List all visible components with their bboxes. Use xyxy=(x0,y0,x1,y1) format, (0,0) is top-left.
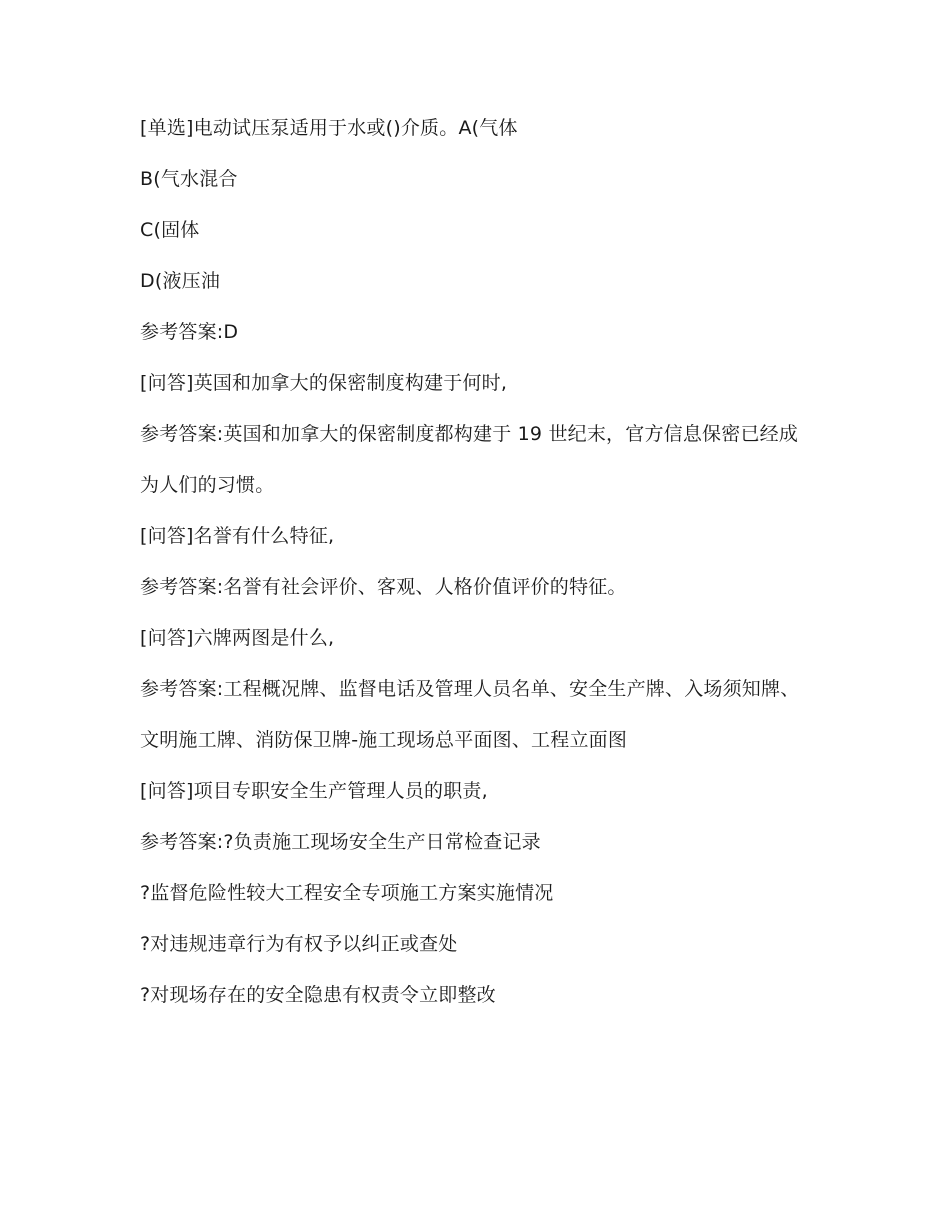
question-1-option-b: B(气水混合 xyxy=(140,168,238,190)
question-4-answer-continued: 文明施工牌、消防保卫牌-施工现场总平面图、工程立面图 xyxy=(140,729,628,751)
question-2-stem: [问答]英国和加拿大的保密制度构建于何时, xyxy=(140,372,508,394)
question-5-answer-item-2: ?监督危险性较大工程安全专项施工方案实施情况 xyxy=(140,882,554,904)
question-1-answer: 参考答案:D xyxy=(140,321,239,343)
question-4-answer: 参考答案:工程概况牌、监督电话及管理人员名单、安全生产牌、入场须知牌、 xyxy=(140,678,800,700)
question-3-answer: 参考答案:名誉有社会评价、客观、人格价值评价的特征。 xyxy=(140,576,627,598)
document-body xyxy=(140,112,805,1030)
question-5-answer-item-4: ?对现场存在的安全隐患有权责令立即整改 xyxy=(140,984,496,1006)
question-1-option-d: D(液压油 xyxy=(140,270,221,292)
question-2-answer-continued: 为人们的习惯。 xyxy=(140,474,275,496)
question-1-stem: [单选]电动试压泵适用于水或()介质。A(气体 xyxy=(140,117,518,139)
question-5-answer-item-3: ?对违规违章行为有权予以纠正或查处 xyxy=(140,933,458,955)
question-5-stem: [问答]项目专职安全生产管理人员的职责, xyxy=(140,780,488,802)
question-3-stem: [问答]名誉有什么特征, xyxy=(140,525,335,547)
question-1-option-c: C(固体 xyxy=(140,219,200,241)
question-5-answer: 参考答案:?负责施工现场安全生产日常检查记录 xyxy=(140,831,541,853)
question-4-stem: [问答]六牌两图是什么, xyxy=(140,627,335,649)
question-2-answer: 参考答案:英国和加拿大的保密制度都构建于 19 世纪末，官方信息保密已经成 xyxy=(140,423,799,445)
